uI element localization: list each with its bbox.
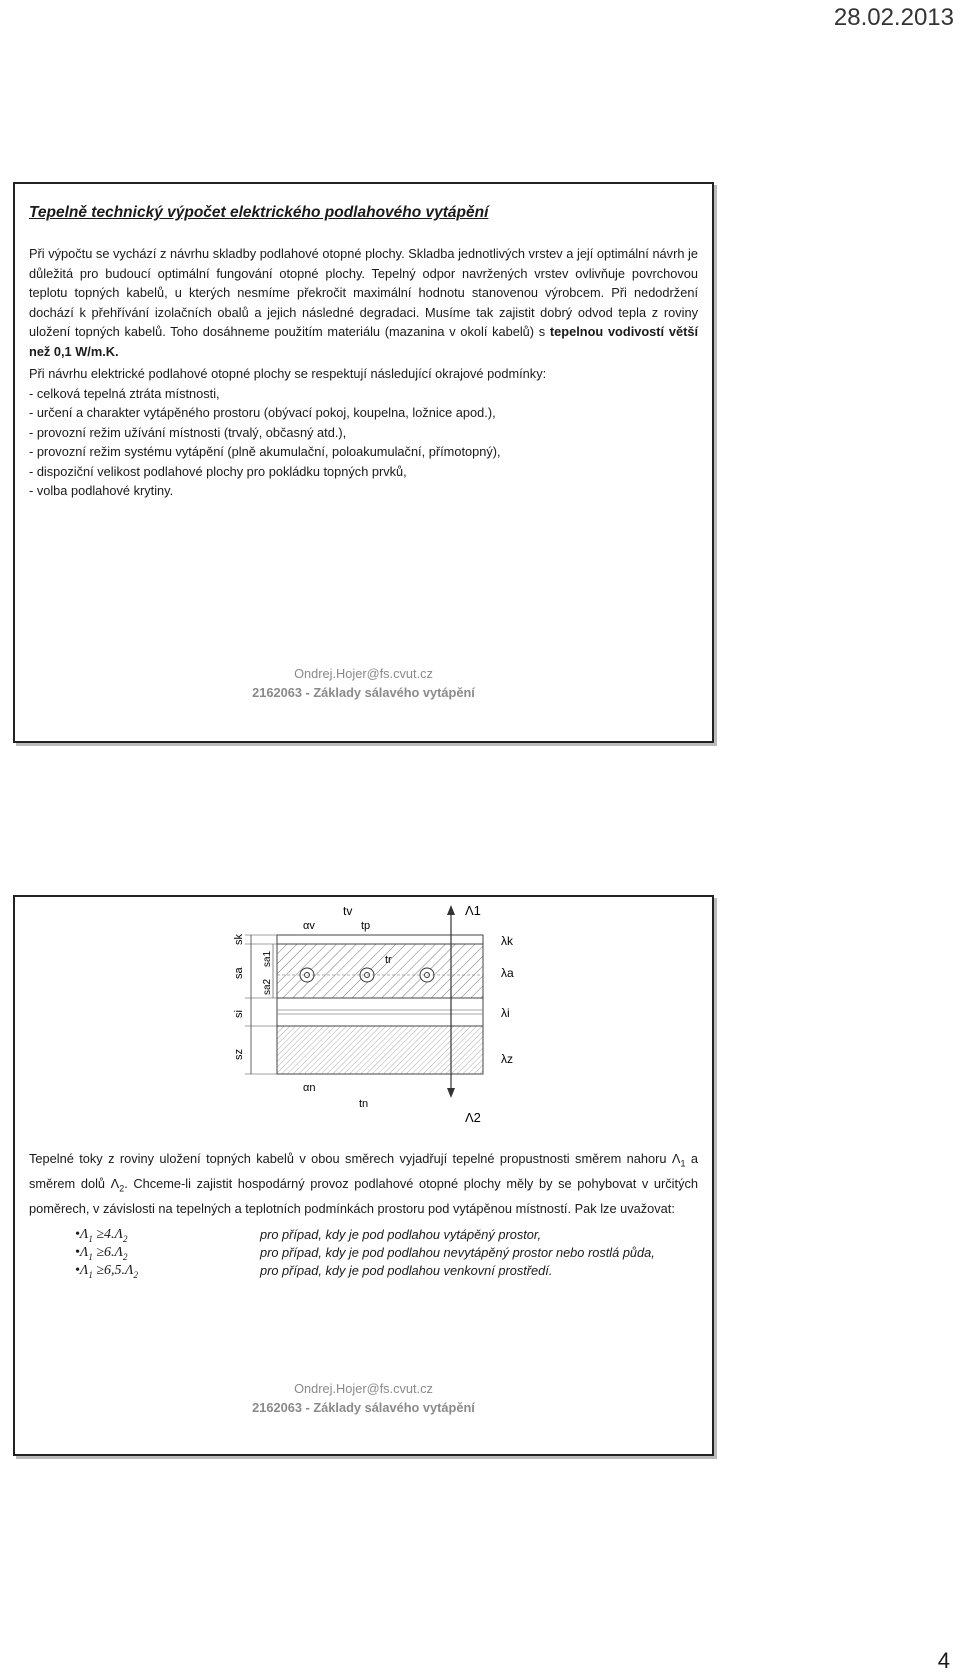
condition-item: - dispoziční velikost podlahové plochy pro pokládku topných prvků, bbox=[29, 463, 407, 479]
formula-expression: $•\Lambda_1 \ge 6.\Lambda_2$ bbox=[75, 1245, 128, 1262]
para-text-a: Tepelné toky z roviny uložení topných kabelů v obou směrech vyjadřují tepelné propustnosti směrem nahoru Λ bbox=[29, 1151, 681, 1166]
slide-footer bbox=[15, 664, 712, 702]
label-lambda-i: λi bbox=[501, 1006, 510, 1020]
condition-item: - volba podlahové krytiny. bbox=[29, 483, 174, 498]
label-si: si bbox=[233, 1010, 245, 1018]
condition-item: - určení a charakter vytápěného prostoru (obývací pokoj, koupelna, ložnice apod.), bbox=[29, 405, 496, 420]
condition-item: - celková tepelná ztráta místnosti, bbox=[29, 385, 220, 401]
slide-2 bbox=[13, 895, 714, 1456]
layer-insulation bbox=[277, 998, 483, 1026]
formula-list bbox=[75, 1227, 692, 1281]
para-text-c: . Chceme-li zajistit hospodárný provoz podlahové otopné plochy měly by se pohybovat v určitých poměrech, v závislosti na tepelných a teplotních podmínkách prostoru pod vytápěnou místností. Pak lze uvažovat: bbox=[29, 1176, 698, 1217]
label-tp: tp bbox=[361, 920, 371, 932]
formula-row bbox=[75, 1245, 692, 1263]
formula-description: pro případ, kdy je pod podlahou vytápěný prostor, bbox=[260, 1227, 542, 1242]
para-sub-2: 2 bbox=[119, 1183, 125, 1194]
intro-bold-text: tepelnou vodivostí větší než 0,1 W/m.K. bbox=[29, 324, 699, 359]
label-sk: sk bbox=[233, 934, 245, 945]
page-number: 4 bbox=[937, 1648, 950, 1673]
para-sub-1: 1 bbox=[680, 1158, 686, 1169]
formula-description: pro případ, kdy je pod podlahou nevytápěný prostor nebo rostlá půda, bbox=[260, 1245, 655, 1260]
page-date: 28.02.2013 bbox=[833, 4, 954, 31]
arrow-up-icon bbox=[447, 905, 455, 915]
conditions-intro: Při návrhu elektrické podlahové otopné plochy se respektují následující okrajové podmínky: bbox=[29, 366, 547, 381]
formula-row bbox=[75, 1263, 692, 1281]
layer-structure bbox=[277, 1026, 483, 1074]
slide-1 bbox=[13, 182, 714, 743]
layer-covering bbox=[277, 935, 483, 944]
label-tr: tr bbox=[385, 954, 392, 966]
label-lambda1: Λ1 bbox=[465, 903, 481, 918]
intro-text: Při výpočtu se vychází z návrhu skladby podlahové otopné plochy. Skladba jednotlivých vrstev a její optimální návrh je důležitá pro budoucí optimální fungování otopné plochy. Tepelný odpor navržených vrstev ovlivňuje povrchovou teplotu topných kabelů, u kterých nesmíme překročit maximální hodnotu stanovenou výrobcem. Při nedodržení dochází k přehřívání izolačních obalů a jejich následné degradaci. Musíme tak zajistit dobrý odvod tepla z roviny uložení topných kabelů. Toho dosáhneme použitím materiálu (mazanina v okolí kabelů) s bbox=[29, 246, 698, 339]
label-lambda-z: λz bbox=[501, 1052, 513, 1066]
footer-course: 2162063 - Základy sálavého vytápění bbox=[252, 1400, 475, 1415]
label-tn: tn bbox=[359, 1098, 369, 1110]
formula-row bbox=[75, 1227, 692, 1245]
label-sa: sa bbox=[233, 967, 245, 979]
slide-footer bbox=[15, 1379, 712, 1417]
heat-flow-paragraph bbox=[29, 1149, 698, 1219]
label-lambda2: Λ2 bbox=[465, 1110, 481, 1125]
label-sa1: sa1 bbox=[262, 950, 273, 967]
conditions-block bbox=[29, 364, 698, 501]
label-tv: tv bbox=[343, 904, 353, 918]
label-lambda-k: λk bbox=[501, 934, 513, 948]
footer-email: Ondrej.Hojer@fs.cvut.cz bbox=[294, 1381, 433, 1396]
condition-item: - provozní režim užívání místnosti (trvalý, občasný atd.), bbox=[29, 424, 347, 440]
footer-course: 2162063 - Základy sálavého vytápění bbox=[252, 685, 475, 700]
label-alpha-v: αv bbox=[303, 920, 315, 932]
slide-title: Tepelně technický výpočet elektrického podlahového vytápění bbox=[29, 204, 489, 221]
para-text-b: a směrem dolů Λ bbox=[29, 1151, 698, 1192]
footer-email: Ondrej.Hojer@fs.cvut.cz bbox=[294, 666, 433, 681]
condition-item: - provozní režim systému vytápění (plně akumulační, poloakumulační, přímotopný), bbox=[29, 444, 501, 459]
label-lambda-a: λa bbox=[501, 966, 514, 980]
formula-expression: $•\Lambda_1 \ge 4.\Lambda_2$ bbox=[75, 1227, 128, 1244]
formula-expression: $•\Lambda_1 \ge 6,5.\Lambda_2$ bbox=[75, 1263, 138, 1280]
formula-description: pro případ, kdy je pod podlahou venkovní prostředí. bbox=[260, 1263, 553, 1278]
arrow-down-icon bbox=[447, 1088, 455, 1098]
label-sz: sz bbox=[233, 1049, 245, 1060]
intro-paragraph bbox=[29, 244, 698, 361]
label-sa2: sa2 bbox=[262, 978, 273, 995]
floor-layers-diagram bbox=[215, 897, 535, 1132]
label-alpha-n: αn bbox=[303, 1082, 316, 1094]
